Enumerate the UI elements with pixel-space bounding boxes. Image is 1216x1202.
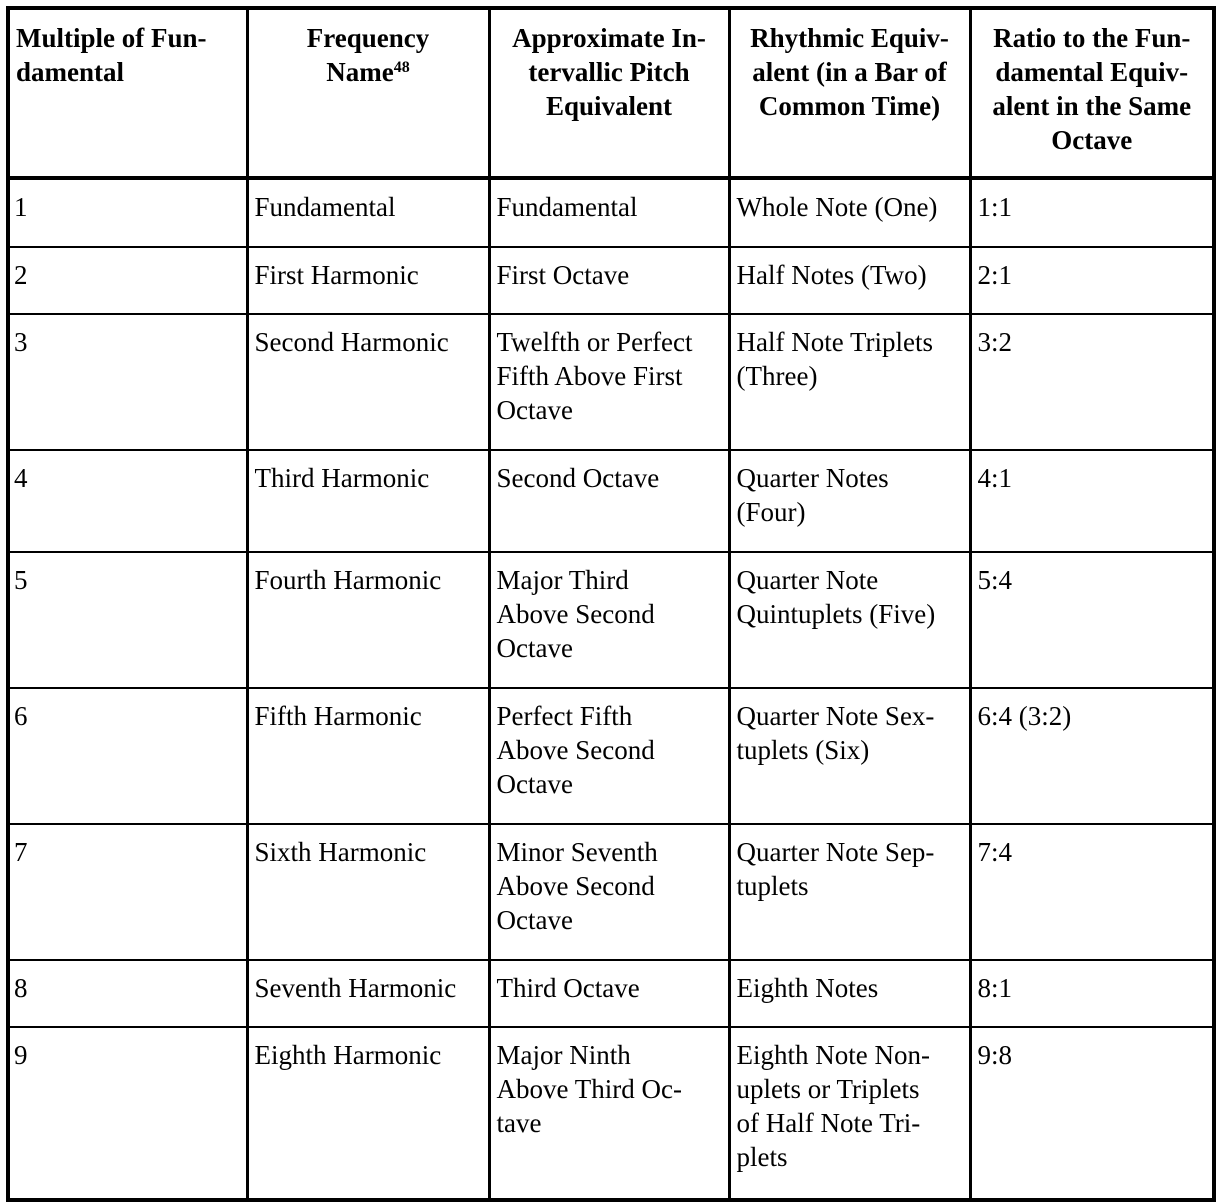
cell-line: Eighth Note Non-: [736, 1040, 930, 1070]
cell-pitch: [489, 688, 729, 824]
header-line: Frequency: [306, 23, 430, 53]
cell-line: tave: [496, 1108, 542, 1138]
cell-rhythm: [729, 450, 970, 552]
table-row: [8, 247, 1214, 314]
header-line: damental Equiv-: [995, 57, 1189, 87]
cell-pitch: [489, 247, 729, 314]
cell-line: tuplets (Six): [736, 735, 870, 765]
cell-line: Fundamental: [496, 192, 638, 222]
header-line: Equivalent: [545, 91, 673, 121]
header-line: Approximate In-: [512, 23, 706, 53]
cell-line: Quarter Notes: [736, 463, 889, 493]
cell-multiple: 4: [8, 450, 247, 552]
cell-line: Above Second: [496, 735, 655, 765]
header-ratio: [970, 8, 1214, 178]
cell-multiple: 2: [8, 247, 247, 314]
header-line: Rhythmic Equiv-: [750, 23, 949, 53]
cell-rhythm: [729, 960, 970, 1027]
cell-name: Fourth Harmonic: [247, 552, 489, 688]
cell-name: Seventh Harmonic: [247, 960, 489, 1027]
cell-line: Half Notes (Two): [736, 260, 927, 290]
header-multiple: [8, 8, 247, 178]
cell-line: Above Third Oc-: [496, 1074, 682, 1104]
cell-line: Twelfth or Perfect: [496, 327, 693, 357]
table-row: [8, 450, 1214, 552]
table-row: [8, 1027, 1214, 1200]
header-rhythmic-equivalent: [729, 8, 970, 178]
cell-line: Minor Seventh: [496, 837, 658, 867]
cell-line: Quarter Note Sep-: [736, 837, 935, 867]
cell-pitch: [489, 1027, 729, 1200]
cell-line: Quarter Note Sex-: [736, 701, 935, 731]
cell-rhythm: [729, 178, 970, 247]
cell-name: Fifth Harmonic: [247, 688, 489, 824]
cell-multiple: 8: [8, 960, 247, 1027]
header-pitch-equivalent: [489, 8, 729, 178]
cell-line: Above Second: [496, 599, 655, 629]
cell-multiple: 9: [8, 1027, 247, 1200]
cell-line: Perfect Fifth: [496, 701, 633, 731]
cell-line: plets: [736, 1142, 788, 1172]
header-line: damental: [16, 57, 124, 87]
header-frequency-name: [247, 8, 489, 178]
cell-line: Quintuplets (Five): [736, 599, 936, 629]
cell-line: uplets or Triplets: [736, 1074, 920, 1104]
cell-rhythm: [729, 247, 970, 314]
cell-line: Fifth Above First: [496, 361, 683, 391]
header-line: alent (in a Bar of: [752, 57, 947, 87]
table-row: [8, 178, 1214, 247]
cell-rhythm: [729, 688, 970, 824]
cell-name: Eighth Harmonic: [247, 1027, 489, 1200]
cell-line: Whole Note (One): [736, 192, 938, 222]
cell-name: Sixth Harmonic: [247, 824, 489, 960]
header-line: Name: [326, 57, 394, 87]
cell-rhythm: [729, 1027, 970, 1200]
cell-line: of Half Note Tri-: [736, 1108, 921, 1138]
cell-line: Quarter Note: [736, 565, 879, 595]
cell-rhythm: [729, 824, 970, 960]
cell-ratio: 8:1: [970, 960, 1214, 1027]
cell-ratio: 9:8: [970, 1027, 1214, 1200]
cell-pitch: [489, 824, 729, 960]
table-row: [8, 960, 1214, 1027]
cell-name: Fundamental: [247, 178, 489, 247]
table-row: [8, 314, 1214, 450]
cell-multiple: 5: [8, 552, 247, 688]
cell-ratio: 7:4: [970, 824, 1214, 960]
header-line: Common Time): [758, 91, 941, 121]
cell-line: (Three): [736, 361, 818, 391]
header-line: tervallic Pitch: [528, 57, 690, 87]
cell-line: Octave: [496, 905, 573, 935]
cell-pitch: [489, 314, 729, 450]
cell-ratio: 3:2: [970, 314, 1214, 450]
cell-ratio: 4:1: [970, 450, 1214, 552]
cell-line: Above Second: [496, 871, 655, 901]
cell-name: Third Harmonic: [247, 450, 489, 552]
cell-ratio: 5:4: [970, 552, 1214, 688]
footnote-marker: 48: [393, 59, 410, 76]
cell-ratio: 1:1: [970, 178, 1214, 247]
cell-pitch: [489, 960, 729, 1027]
cell-line: Octave: [496, 395, 573, 425]
cell-ratio: 6:4 (3:2): [970, 688, 1214, 824]
cell-line: (Four): [736, 497, 806, 527]
table-row: [8, 688, 1214, 824]
cell-name: First Harmonic: [247, 247, 489, 314]
table-row: [8, 552, 1214, 688]
cell-ratio: 2:1: [970, 247, 1214, 314]
cell-line: Third Octave: [496, 973, 640, 1003]
cell-multiple: 1: [8, 178, 247, 247]
cell-pitch: [489, 178, 729, 247]
cell-name: Second Harmonic: [247, 314, 489, 450]
cell-line: Second Octave: [496, 463, 660, 493]
cell-line: First Octave: [496, 260, 630, 290]
header-row: [8, 8, 1214, 178]
cell-rhythm: [729, 552, 970, 688]
table-row: [8, 824, 1214, 960]
header-line: alent in the Same: [992, 91, 1192, 121]
cell-pitch: [489, 552, 729, 688]
header-line: Ratio to the Fun-: [993, 23, 1191, 53]
header-line: Octave: [1051, 125, 1133, 155]
cell-multiple: 3: [8, 314, 247, 450]
cell-line: Major Third: [496, 565, 629, 595]
cell-line: Eighth Notes: [736, 973, 879, 1003]
cell-line: Octave: [496, 769, 573, 799]
cell-multiple: 7: [8, 824, 247, 960]
cell-rhythm: [729, 314, 970, 450]
header-line: Multiple of Fun-: [16, 23, 207, 53]
cell-line: Half Note Triplets: [736, 327, 934, 357]
cell-multiple: 6: [8, 688, 247, 824]
cell-line: tuplets: [736, 871, 809, 901]
harmonics-table: [6, 6, 1216, 1202]
cell-line: Major Ninth: [496, 1040, 631, 1070]
cell-line: Octave: [496, 633, 573, 663]
cell-pitch: [489, 450, 729, 552]
